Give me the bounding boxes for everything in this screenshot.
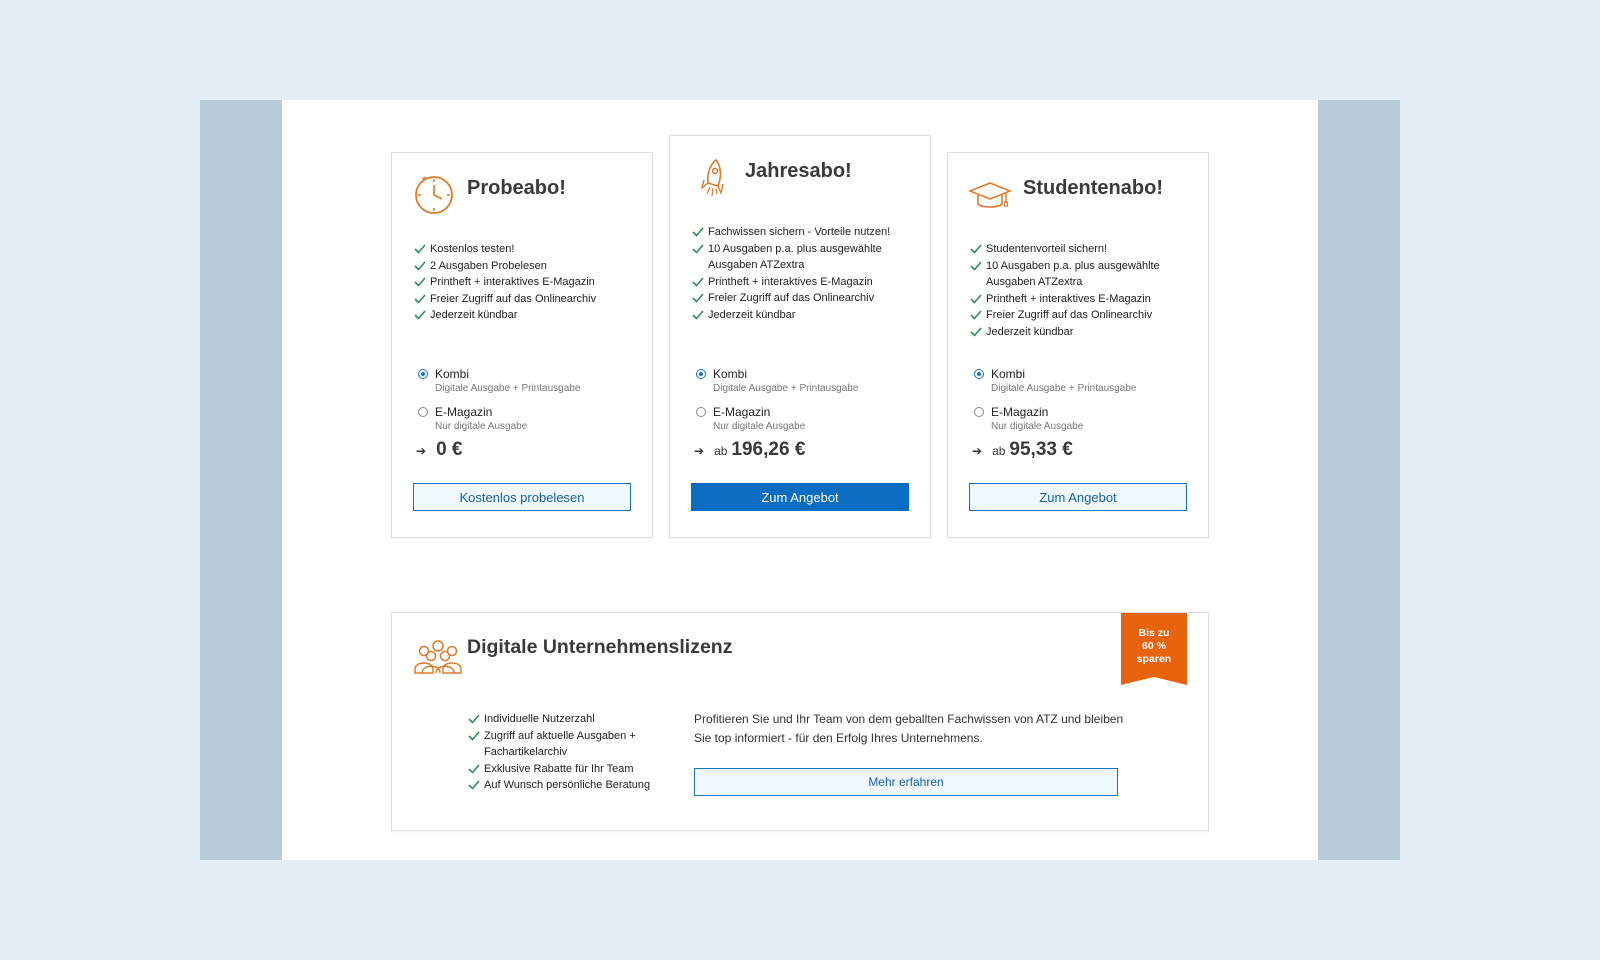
check-icon <box>970 243 982 255</box>
feature-item: Auf Wunsch persönliche Beratung <box>468 777 658 794</box>
radio-kombi[interactable] <box>696 369 706 379</box>
price-row <box>694 439 805 461</box>
check-icon <box>692 276 704 288</box>
savings-ribbon <box>1121 613 1187 685</box>
price-row <box>972 439 1073 461</box>
check-icon <box>692 226 704 238</box>
price-value: 196,26 € <box>731 439 806 460</box>
feature-item: 10 Ausgaben p.a. plus ausgewählte Ausgaben ATZextra <box>970 258 1176 291</box>
team-icon <box>412 637 464 677</box>
option-e-magazin[interactable]: E-Magazin Nur digitale Ausgabe <box>970 404 1200 442</box>
edition-options <box>414 366 644 442</box>
card-probeabo <box>391 152 653 538</box>
zum-angebot-button[interactable]: Zum Angebot <box>969 483 1187 511</box>
feature-item: Freier Zugriff auf das Onlinearchiv <box>692 290 922 307</box>
card-title: Probeabo! <box>467 177 566 199</box>
feature-list <box>414 241 644 324</box>
radio-kombi[interactable] <box>974 369 984 379</box>
license-description: Profitieren Sie und Ihr Team von dem geballten Fachwissen von ATZ und bleiben Sie top informiert - für den Erfolg Ihres Unternehmens. <box>694 712 1124 745</box>
zum-angebot-button[interactable]: Zum Angebot <box>691 483 909 511</box>
feature-list <box>970 241 1200 340</box>
radio-e-magazin[interactable] <box>418 407 428 417</box>
card-title: Studentenabo! <box>1023 177 1163 199</box>
check-icon <box>468 730 480 742</box>
check-icon <box>692 243 704 255</box>
right-side-band <box>1318 100 1400 860</box>
mehr-erfahren-button[interactable]: Mehr erfahren <box>694 768 1118 796</box>
option-e-magazin[interactable]: E-Magazin Nur digitale Ausgabe <box>414 404 644 442</box>
feature-item: Freier Zugriff auf das Onlinearchiv <box>414 291 644 308</box>
rocket-icon <box>690 156 734 200</box>
check-icon <box>970 260 982 272</box>
option-kombi[interactable]: Kombi Digitale Ausgabe + Printausgabe <box>692 366 922 404</box>
arrow-right-icon: ➔ <box>416 444 427 458</box>
feature-item: Jederzeit kündbar <box>692 307 922 324</box>
check-icon <box>414 243 426 255</box>
check-icon <box>692 309 704 321</box>
radio-e-magazin[interactable] <box>974 407 984 417</box>
check-icon <box>970 326 982 338</box>
price-value: 0 € <box>436 439 463 460</box>
feature-item: Studentenvorteil sichern! <box>970 241 1200 258</box>
radio-kombi[interactable] <box>418 369 428 379</box>
card-jahresabo <box>669 135 931 538</box>
check-icon <box>970 293 982 305</box>
check-icon <box>414 276 426 288</box>
arrow-right-icon: ➔ <box>972 444 983 458</box>
edition-options <box>692 366 922 442</box>
feature-list <box>692 224 922 323</box>
check-icon <box>414 309 426 321</box>
clock-icon <box>412 173 456 217</box>
edition-options <box>970 366 1200 442</box>
left-side-band <box>200 100 282 860</box>
check-icon <box>692 292 704 304</box>
feature-item: Zugriff auf aktuelle Ausgaben + Fachartikelarchiv <box>468 728 644 761</box>
feature-list <box>468 711 658 794</box>
feature-item: Exklusive Rabatte für Ihr Team <box>468 761 658 778</box>
option-kombi[interactable]: Kombi Digitale Ausgabe + Printausgabe <box>414 366 644 404</box>
check-icon <box>468 713 480 725</box>
feature-item: 2 Ausgaben Probelesen <box>414 258 644 275</box>
card-title: Jahresabo! <box>745 160 852 182</box>
card-title: Digitale Unternehmenslizenz <box>467 636 733 658</box>
price-row <box>416 439 462 461</box>
check-icon <box>468 763 480 775</box>
feature-item: Fachwissen sichern - Vorteile nutzen! <box>692 224 922 241</box>
option-e-magazin[interactable]: E-Magazin Nur digitale Ausgabe <box>692 404 922 442</box>
feature-item: 10 Ausgaben p.a. plus ausgewählte Ausgaben ATZextra <box>692 241 898 274</box>
feature-item: Kostenlos testen! <box>414 241 644 258</box>
feature-item: Jederzeit kündbar <box>414 307 644 324</box>
check-icon <box>414 293 426 305</box>
check-icon <box>468 779 480 791</box>
arrow-right-icon: ➔ <box>694 444 705 458</box>
price-prefix: ab <box>714 444 728 458</box>
feature-item: Printheft + interaktives E-Magazin <box>414 274 644 291</box>
page-content <box>282 100 1318 860</box>
radio-e-magazin[interactable] <box>696 407 706 417</box>
option-kombi[interactable]: Kombi Digitale Ausgabe + Printausgabe <box>970 366 1200 404</box>
feature-item: Jederzeit kündbar <box>970 324 1200 341</box>
ribbon-text: Bis zu 60 % sparen <box>1136 627 1172 665</box>
card-unternehmenslizenz <box>391 612 1209 831</box>
feature-item: Freier Zugriff auf das Onlinearchiv <box>970 307 1200 324</box>
feature-item: Individuelle Nutzerzahl <box>468 711 658 728</box>
price-prefix: ab <box>992 444 1006 458</box>
check-icon <box>970 309 982 321</box>
kostenlos-probelesen-button[interactable]: Kostenlos probelesen <box>413 483 631 511</box>
graduation-cap-icon <box>968 173 1012 217</box>
feature-item: Printheft + interaktives E-Magazin <box>692 274 922 291</box>
feature-item: Printheft + interaktives E-Magazin <box>970 291 1200 308</box>
card-studentenabo <box>947 152 1209 538</box>
check-icon <box>414 260 426 272</box>
price-value: 95,33 € <box>1009 439 1073 460</box>
